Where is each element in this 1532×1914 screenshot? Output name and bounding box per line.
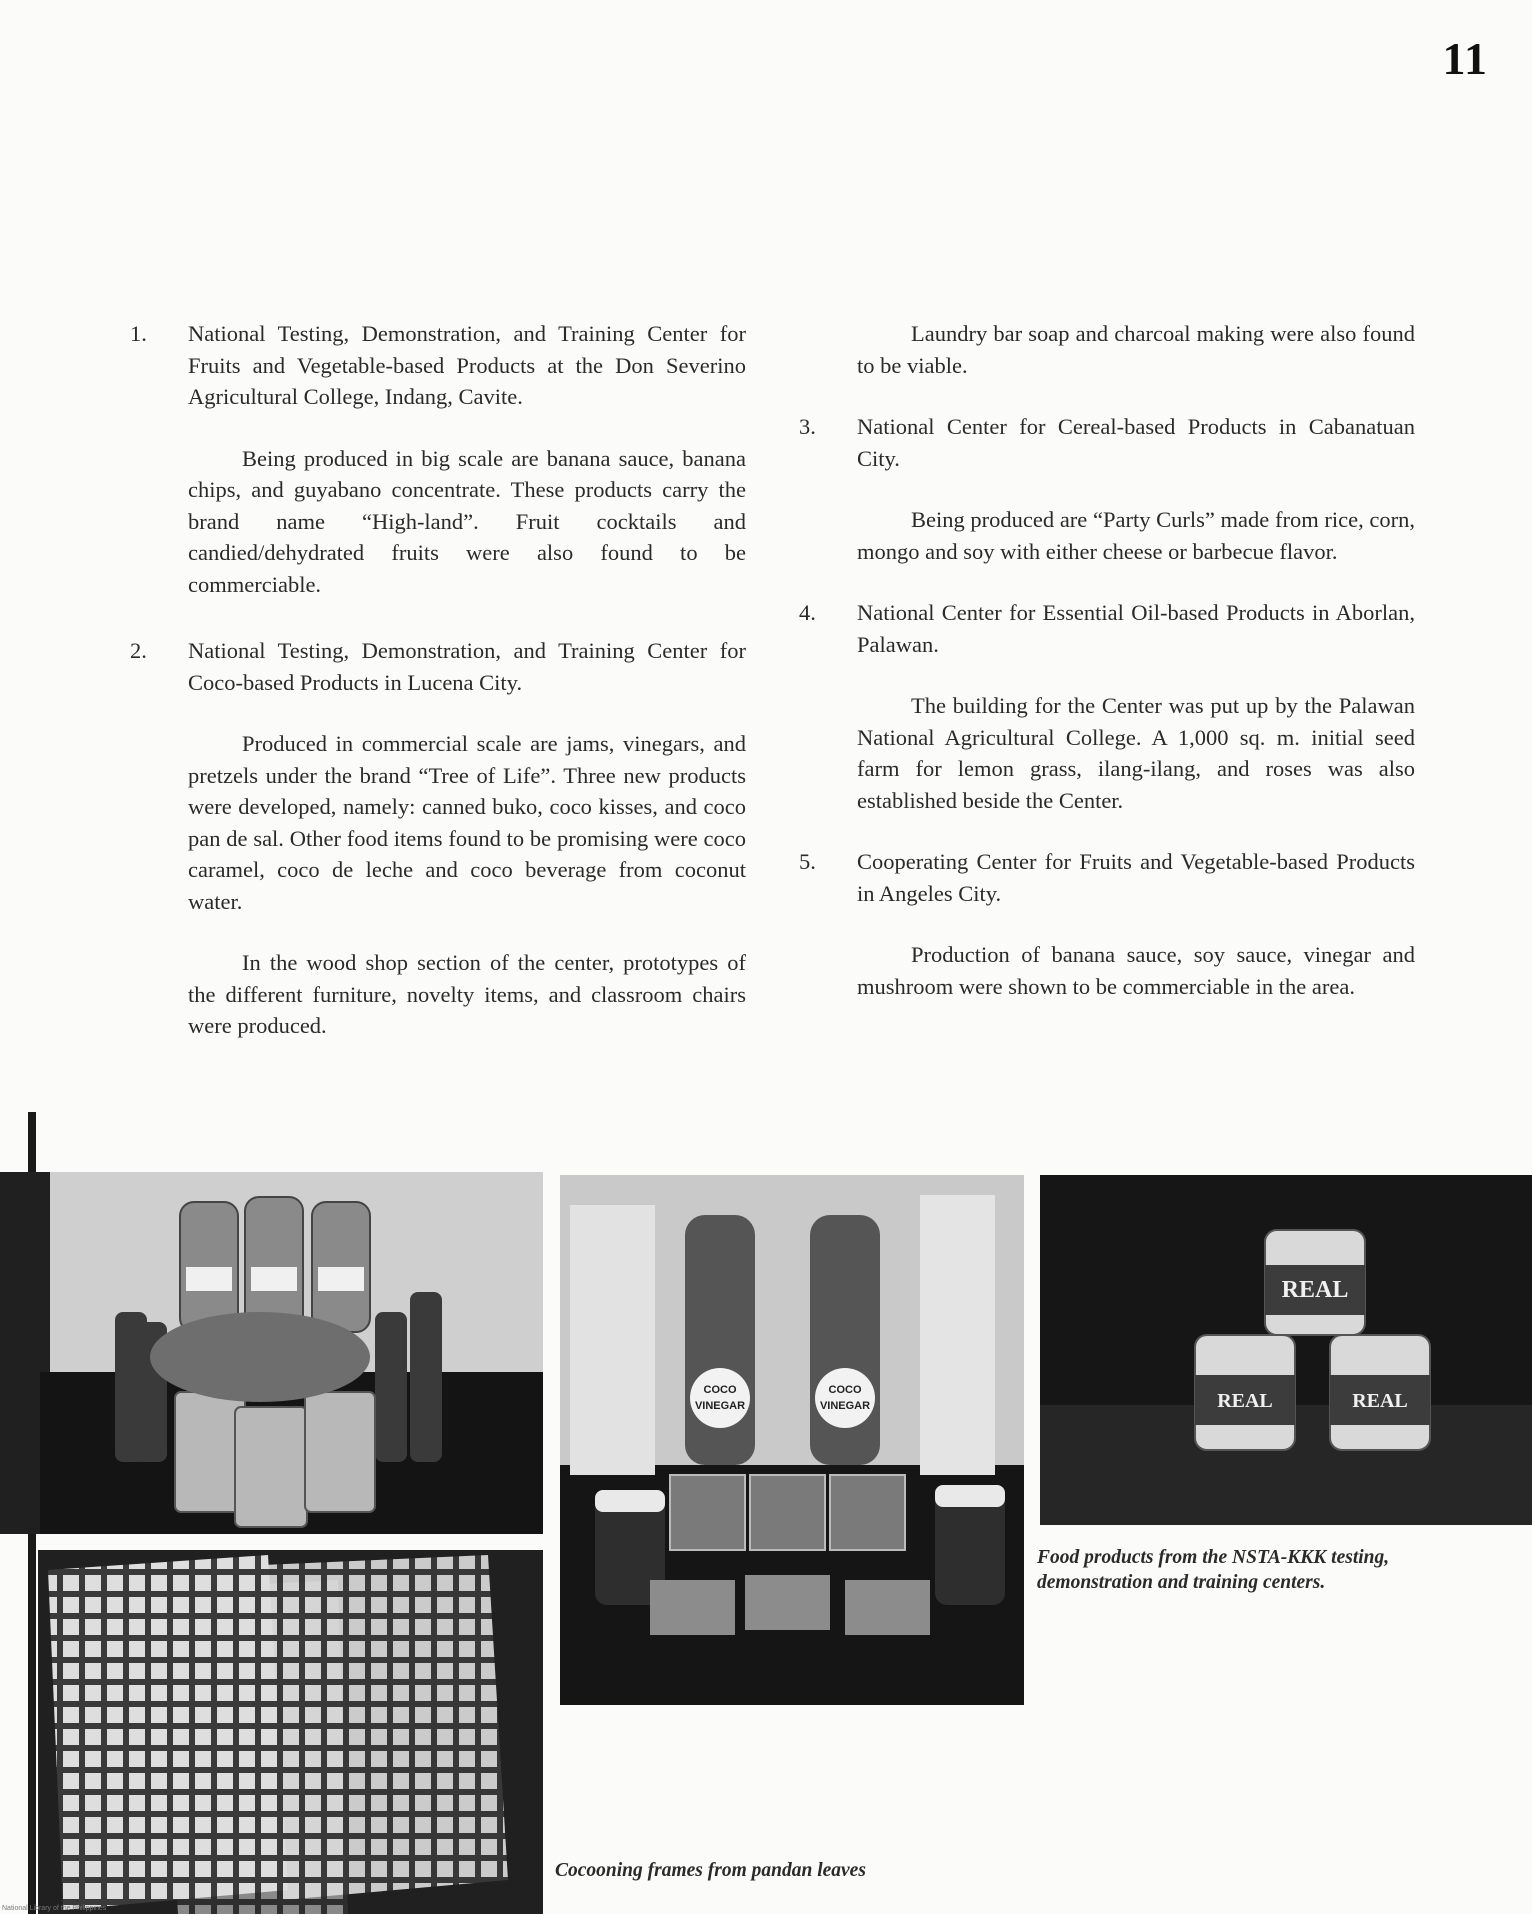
caption-food-products: Food products from the NSTA-KKK testing, demonstration and training centers. bbox=[1037, 1547, 1390, 1593]
paragraph: Being produced are “Party Curls” made from rice, corn, mongo and soy with either cheese or barbecue flavor. bbox=[857, 507, 1415, 564]
paragraph: Being produced in big scale are banana sauce, banana chips, and guyabano concentrate. These products carry the brand name “High-land”. Fruit cocktails and candied/dehydrated fruits were also found to be commerciable. bbox=[188, 445, 746, 597]
right-column bbox=[799, 318, 1415, 1032]
can-brand-label: REAL bbox=[1217, 1390, 1273, 1412]
photo-canned-products bbox=[1040, 1175, 1532, 1525]
list-item-3 bbox=[799, 411, 1415, 474]
left-column bbox=[130, 318, 746, 1072]
item-title: Cooperating Center for Fruits and Vegetable-based Products in Angeles City. bbox=[857, 849, 1415, 906]
can-brand-label: REAL bbox=[1352, 1390, 1408, 1412]
item-number: 5. bbox=[799, 849, 816, 874]
item-title: National Center for Cereal-based Products in Cabanatuan City. bbox=[857, 414, 1415, 471]
list-item-2 bbox=[130, 635, 746, 698]
paragraph: Produced in commercial scale are jams, vinegars, and pretzels under the brand “Tree of Life”. Three new products were developed, namely: canned buko, coco kisses, and coco pan de sal. Other food items found to be promising were coco caramel, coco de leche and coco beverage from coconut water. bbox=[188, 731, 746, 914]
vinegar-label: VINEGAR bbox=[819, 1400, 871, 1412]
paragraph: Production of banana sauce, soy sauce, vinegar and mushroom were shown to be commerciable in the area. bbox=[857, 942, 1415, 999]
vinegar-label: VINEGAR bbox=[694, 1400, 746, 1412]
paragraph: The building for the Center was put up by the Palawan National Agricultural College. A 1,000 sq. m. initial seed farm for lemon grass, ilang-ilang, and roses was also established beside the Center. bbox=[857, 693, 1415, 813]
vinegar-label: COCO bbox=[703, 1384, 737, 1396]
item-number: 2. bbox=[130, 638, 147, 663]
item-title: National Testing, Demonstration, and Training Center for Fruits and Vegetable-based Products at the Don Severino Agricultural College, Indang, Cavite. bbox=[188, 321, 746, 409]
photo-cocooning-frames bbox=[38, 1550, 543, 1914]
item-title: National Center for Essential Oil-based Products in Aborlan, Palawan. bbox=[857, 600, 1415, 657]
item-number: 3. bbox=[799, 414, 816, 439]
photo-bottles-and-jars bbox=[0, 1172, 543, 1534]
can-brand-label: REAL bbox=[1281, 1277, 1349, 1303]
list-item-5 bbox=[799, 846, 1415, 909]
paragraph: Laundry bar soap and charcoal making were also found to be viable. bbox=[857, 321, 1415, 378]
page-number: 11 bbox=[1442, 33, 1488, 84]
item-title: National Testing, Demonstration, and Training Center for Coco-based Products in Lucena City. bbox=[188, 638, 746, 695]
photo-coco-vinegar-products bbox=[560, 1175, 1024, 1705]
vinegar-label: COCO bbox=[828, 1384, 862, 1396]
item-number: 1. bbox=[130, 321, 147, 346]
list-item-4 bbox=[799, 597, 1415, 660]
paragraph: In the wood shop section of the center, prototypes of the different furniture, novelty items, and classroom chairs were produced. bbox=[188, 950, 746, 1038]
caption-cocooning-frames: Cocooning frames from pandan leaves bbox=[555, 1860, 866, 1881]
list-item-1 bbox=[130, 318, 746, 413]
item-number: 4. bbox=[799, 600, 816, 625]
footer-stamp: National Library of the Philippines bbox=[2, 1905, 107, 1912]
